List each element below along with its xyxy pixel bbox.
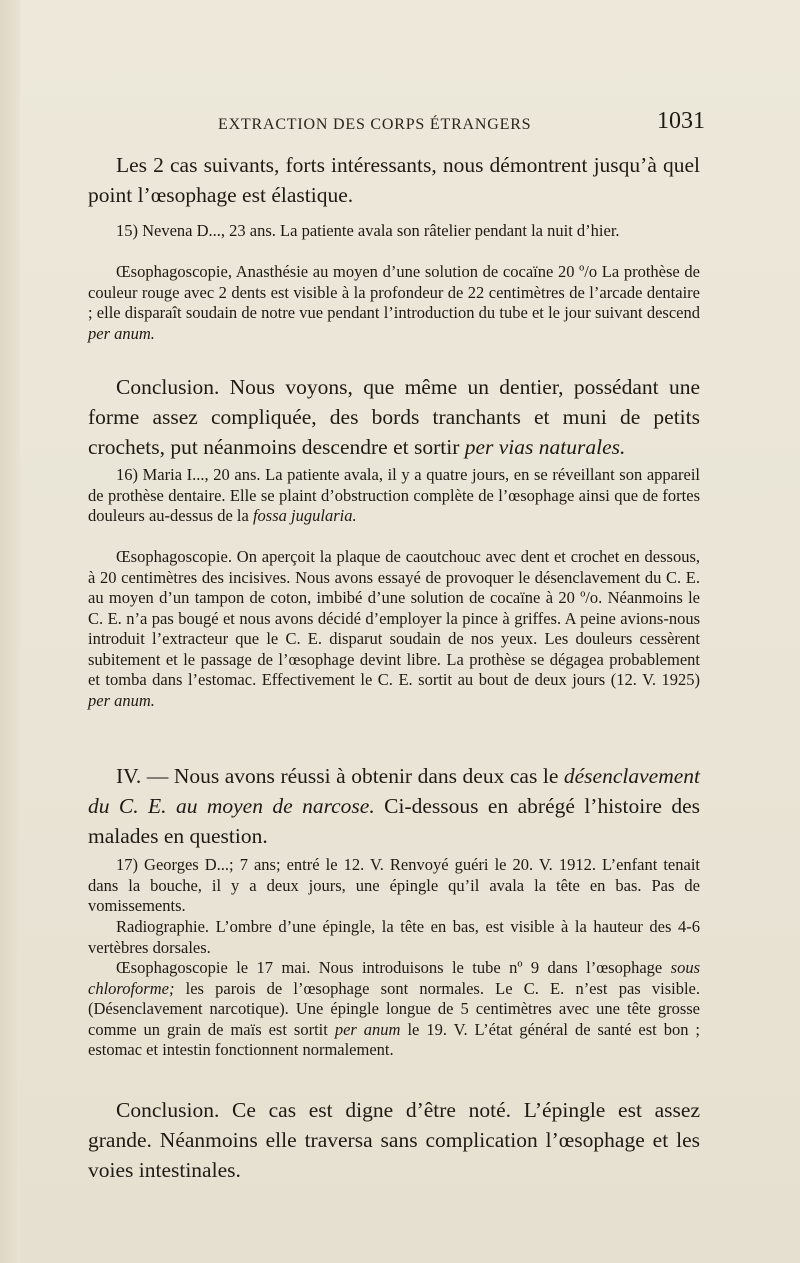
case-15-summary: 15) Nevena D..., 23 ans. La patiente avala son râtelier pendant la nuit d’hier. (116, 221, 620, 240)
case-15-oesophagoscopy: Œsophagoscopie, Anasthésie au moyen d’une solution de cocaïne 20 º/o La prothèse de couleur rouge avec 2 dents est visible à la profondeur de 22 centimètres de l’arcade dentaire ; elle disparaît soudain de notre vue pendant l’introduction du tube et le jour suivant descend per anum. (88, 262, 700, 343)
case-16-oesophagoscopy: Œsophagoscopie. On aperçoit la plaque de caoutchouc avec dent et crochet en dessous, à 20 centimètres des incisives. Nous avons essayé de provoquer le désenclavement du C. E. au moyen d’un tampon de coton, imbibé d’une solution de cocaïne à 20 º/o. Néanmoins le C. E. n’a pas bougé et nous avons décidé d’employer la pince à griffes. A peine avions-nous introduit l’extracteur que le C. E. disparut soudain de nos yeux. Les douleurs cessèrent subitement et le passage de l’œsophage devint libre. La prothèse se dégagea probablement et tomba dans l’estomac. Effectivement le C. E. sortit au bout de deux jours (12. V. 1925) per anum. (88, 547, 700, 710)
running-title: EXTRACTION DES CORPS ÉTRANGERS (218, 116, 532, 133)
section-iv: IV. — Nous avons réussi à obtenir dans deux cas le désenclavement du C. E. au moyen de narcose. Ci-dessous en abrégé l’histoire des malades en question. (88, 764, 701, 848)
case-17-radiography: Radiographie. L’ombre d’une épingle, la tête en bas, est visible à la hauteur des 4-6 vertèbres dorsales. (88, 917, 700, 957)
running-head (94, 108, 705, 138)
case-17-oesophagoscopy: Œsophagoscopie le 17 mai. Nous introduisons le tube nº 9 dans l’œsophage sous chloroforme; les parois de l’œsophage sont normales. Le C. E. n’est pas visible. (Désenclavement narcotique). Une épingle longue de 5 centimètres avec une tête grosse comme un grain de maïs est sortit per anum le 19. V. L’état général de santé est bon ; estomac et intestin fonctionnent normalement. (88, 958, 701, 1059)
conclusion-2: Conclusion. Ce cas est digne d’être noté. L’épingle est assez grande. Néanmoins elle traversa sans complication l’œsophage et les voies intestinales. (88, 1098, 700, 1182)
page-edge (0, 0, 20, 1263)
page-number: 1031 (657, 108, 705, 134)
conclusion-1: Conclusion. Nous voyons, que même un dentier, possédant une forme assez compliquée, des bords tranchants et muni de petits crochets, put néanmoins descendre et sortir per vias naturales. (88, 375, 700, 459)
case-16-summary: 16) Maria I..., 20 ans. La patiente avala, il y a quatre jours, en se réveillant son appareil de prothèse dentaire. Elle se plaint d’obstruction complète de l’œsophage ainsi que de fortes douleurs au-dessus de la fossa jugularia. (88, 465, 700, 525)
intro-paragraph: Les 2 cas suivants, forts intéressants, nous démontrent jusqu’à quel point l’œsophage est élastique. (88, 153, 700, 207)
case-17-summary: 17) Georges D...; 7 ans; entré le 12. V. Renvoyé guéri le 20. V. 1912. L’enfant tenait dans la bouche, il y a deux jours, une épingle qu’il avala la tête en bas. Pas de vomissements. (88, 855, 700, 915)
